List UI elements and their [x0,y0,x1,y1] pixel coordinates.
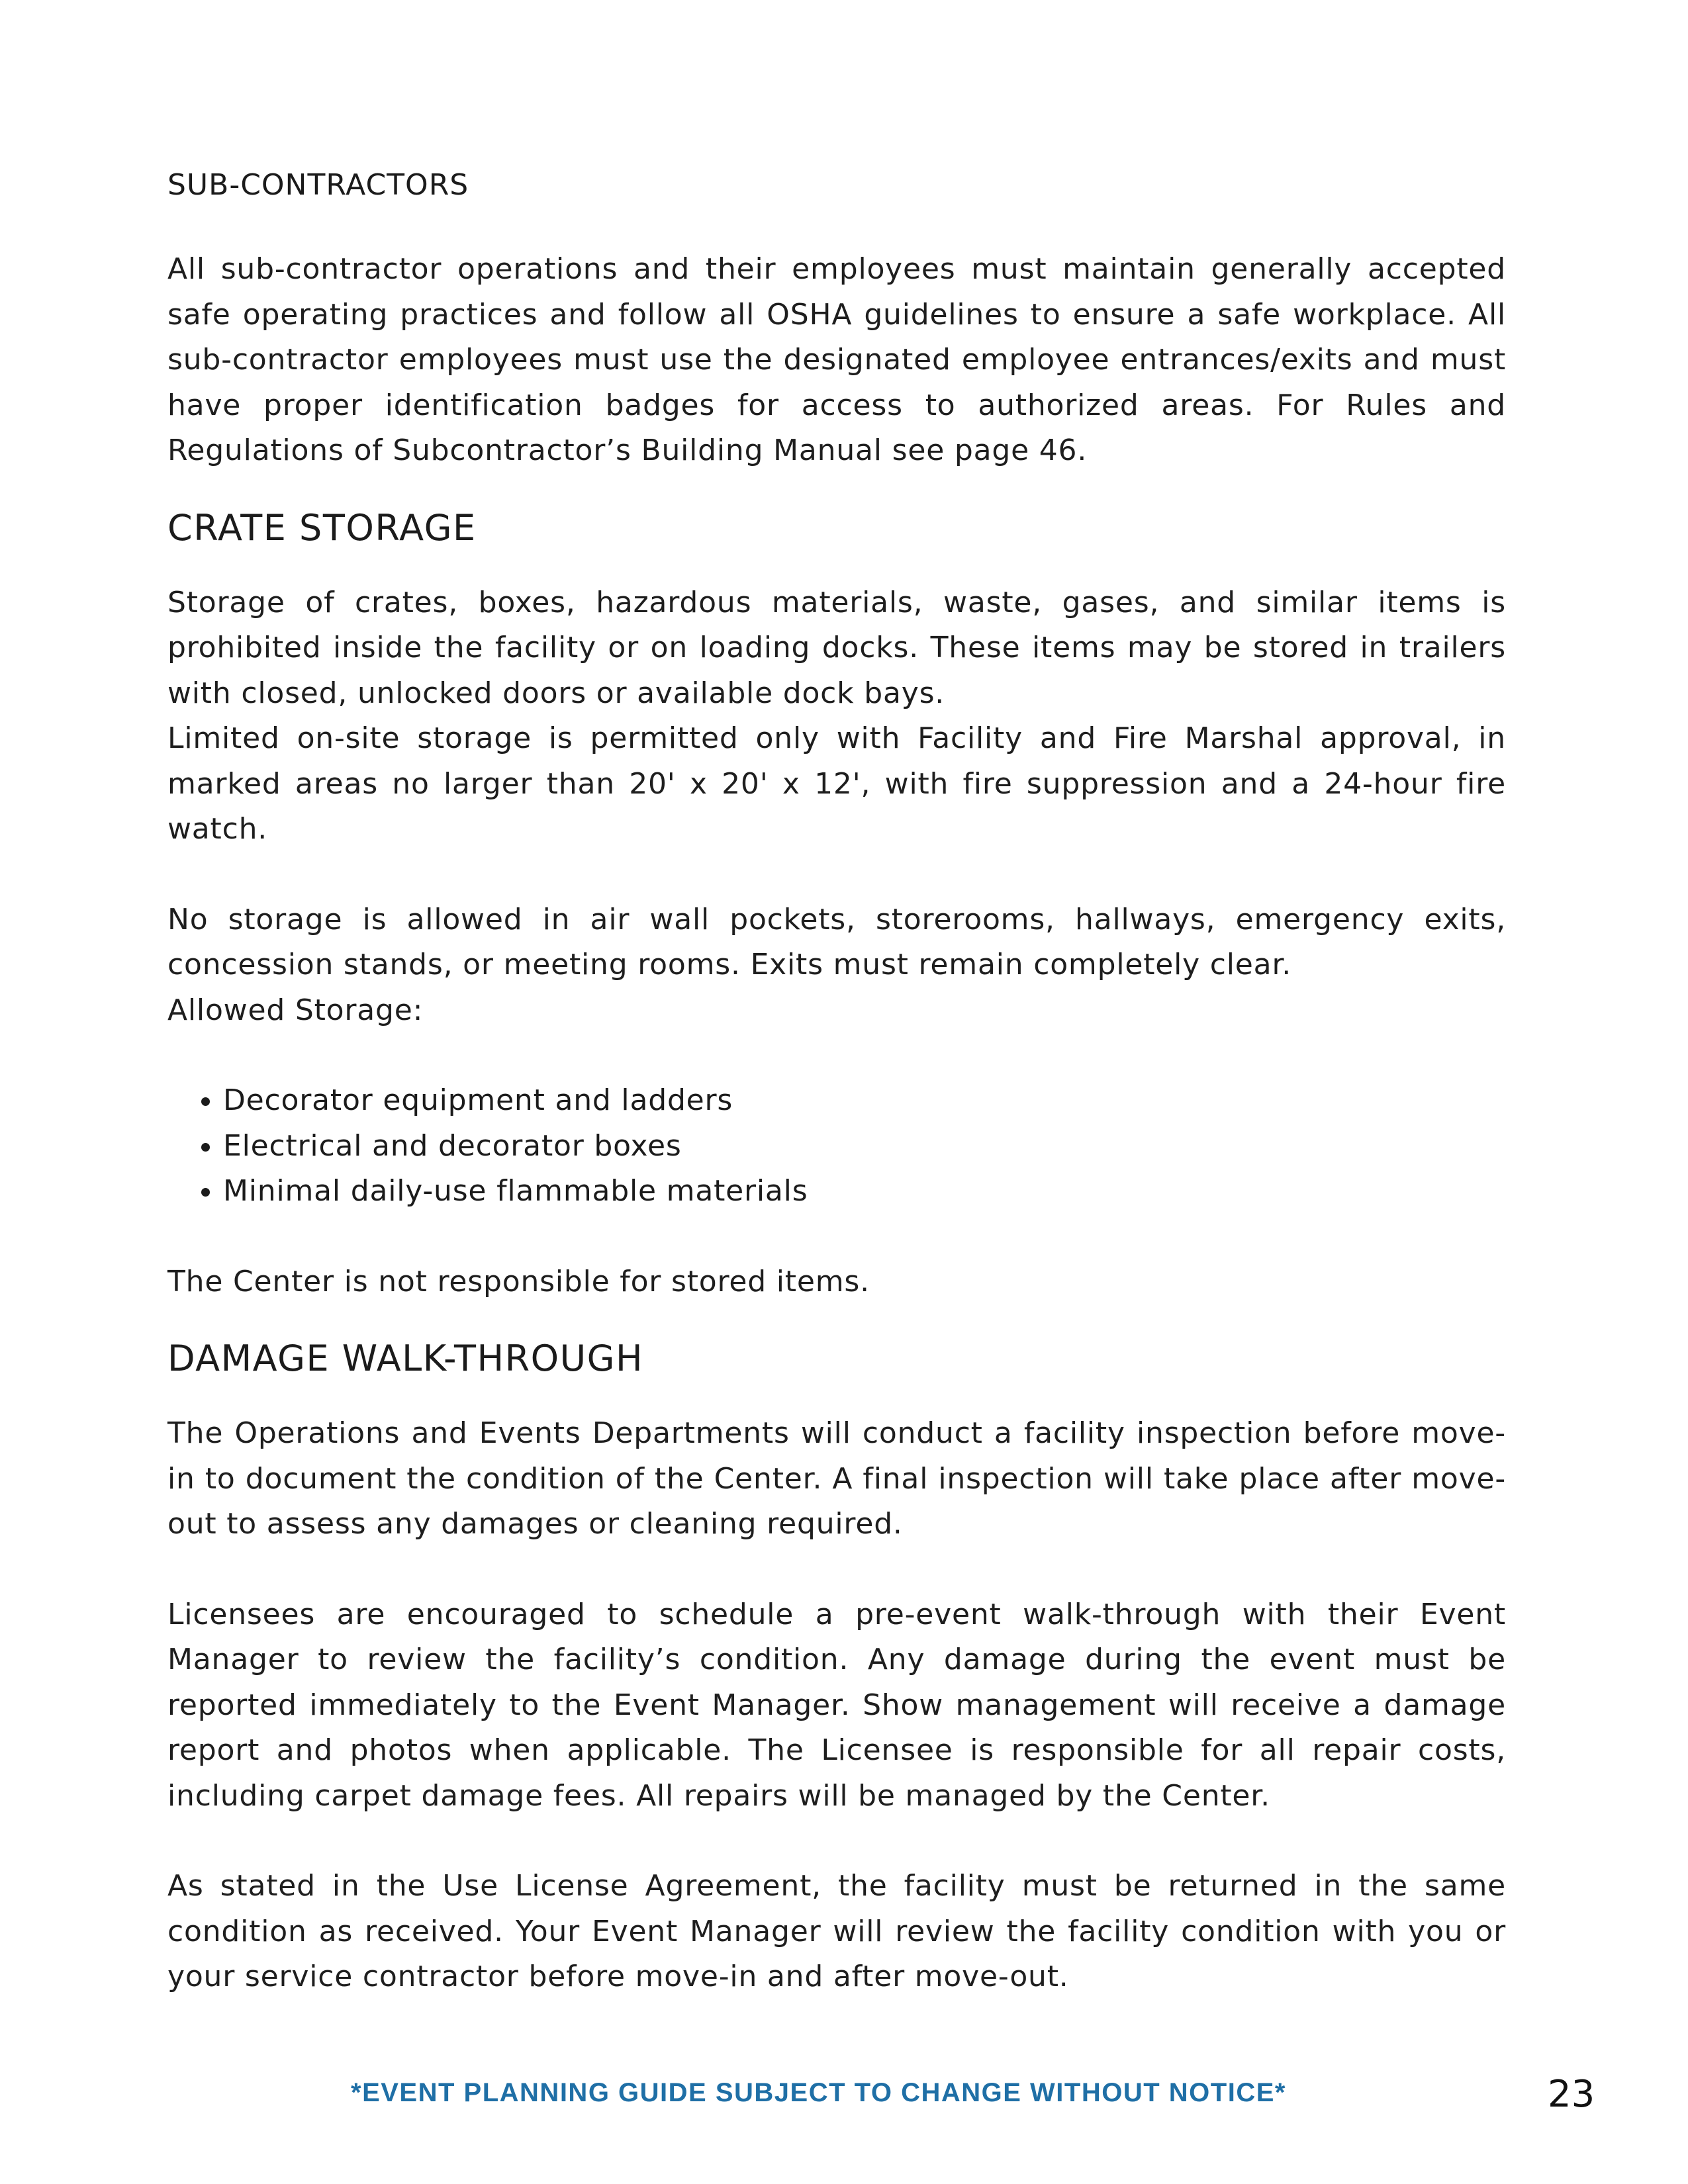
crate-storage-paragraph-2: Limited on-site storage is permitted only with Facility and Fire Marshal approval, in marked areas no larger than 20' x 20' x 12', with fire suppression and a 24-hour fire watch. [167,721,1506,846]
damage-walkthrough-paragraph-1: The Operations and Events Departments will conduct a facility inspection before move-in to document the condition of the Center. A final inspection will take place after move-out to assess any damages or cleaning required. [167,1416,1506,1541]
page-footer [0,2073,1688,2119]
list-item: • Decorator equipment and ladders [223,1078,1506,1124]
crate-storage-paragraph-3: No storage is allowed in air wall pockets, storerooms, hallways, emergency exits, concession stands, or meeting rooms. Exits must remain completely clear. [167,902,1506,981]
crate-storage-paragraph-1: Storage of crates, boxes, hazardous materials, waste, gases, and similar items is prohibited inside the facility or on loading docks. These items may be stored in trailers with closed, unlocked doors or available dock bays. [167,585,1506,710]
page-content [167,159,1506,2000]
footer-disclaimer: *EVENT PLANNING GUIDE SUBJECT TO CHANGE WITHOUT NOTICE* [351,2078,1286,2107]
allowed-storage-list [167,1078,1506,1214]
allowed-storage-label: Allowed Storage: [167,993,424,1027]
list-item: • Minimal daily-use flammable materials [223,1169,1506,1214]
section-heading-damage-walkthrough: DAMAGE WALK-THROUGH [167,1338,644,1379]
damage-walkthrough-paragraph-3: As stated in the Use License Agreement, the facility must be returned in the same condition as received. Your Event Manager will review the facility condition with you or your service contractor before move-in and after move-out. [167,1869,1506,1993]
list-item: • Electrical and decorator boxes [223,1124,1506,1169]
subcontractors-paragraph: All sub-contractor operations and their employees must maintain generally accepted safe operating practices and follow all OSHA guidelines to ensure a safe workplace. All sub-contractor employees must use the designated employee entrances/exits and must have proper identification badges for access to authorized areas. For Rules and Regulations of Subcontractor’s Building Manual see page 46. [167,252,1506,467]
crate-storage-paragraph-4: The Center is not responsible for stored items. [167,1264,870,1298]
damage-walkthrough-paragraph-2: Licensees are encouraged to schedule a pre-event walk-through with their Event Manager to review the facility’s condition. Any damage during the event must be reported immediately to the Event Manager. Show management will receive a damage report and photos when applicable. The Licensee is responsible for all repair costs, including carpet damage fees. All repairs will be managed by the Center. [167,1597,1506,1813]
section-heading-crate-storage: CRATE STORAGE [167,506,477,549]
section-heading-subcontractors: SUB-CONTRACTORS [167,168,469,202]
page-number: 23 [1548,2073,1595,2116]
